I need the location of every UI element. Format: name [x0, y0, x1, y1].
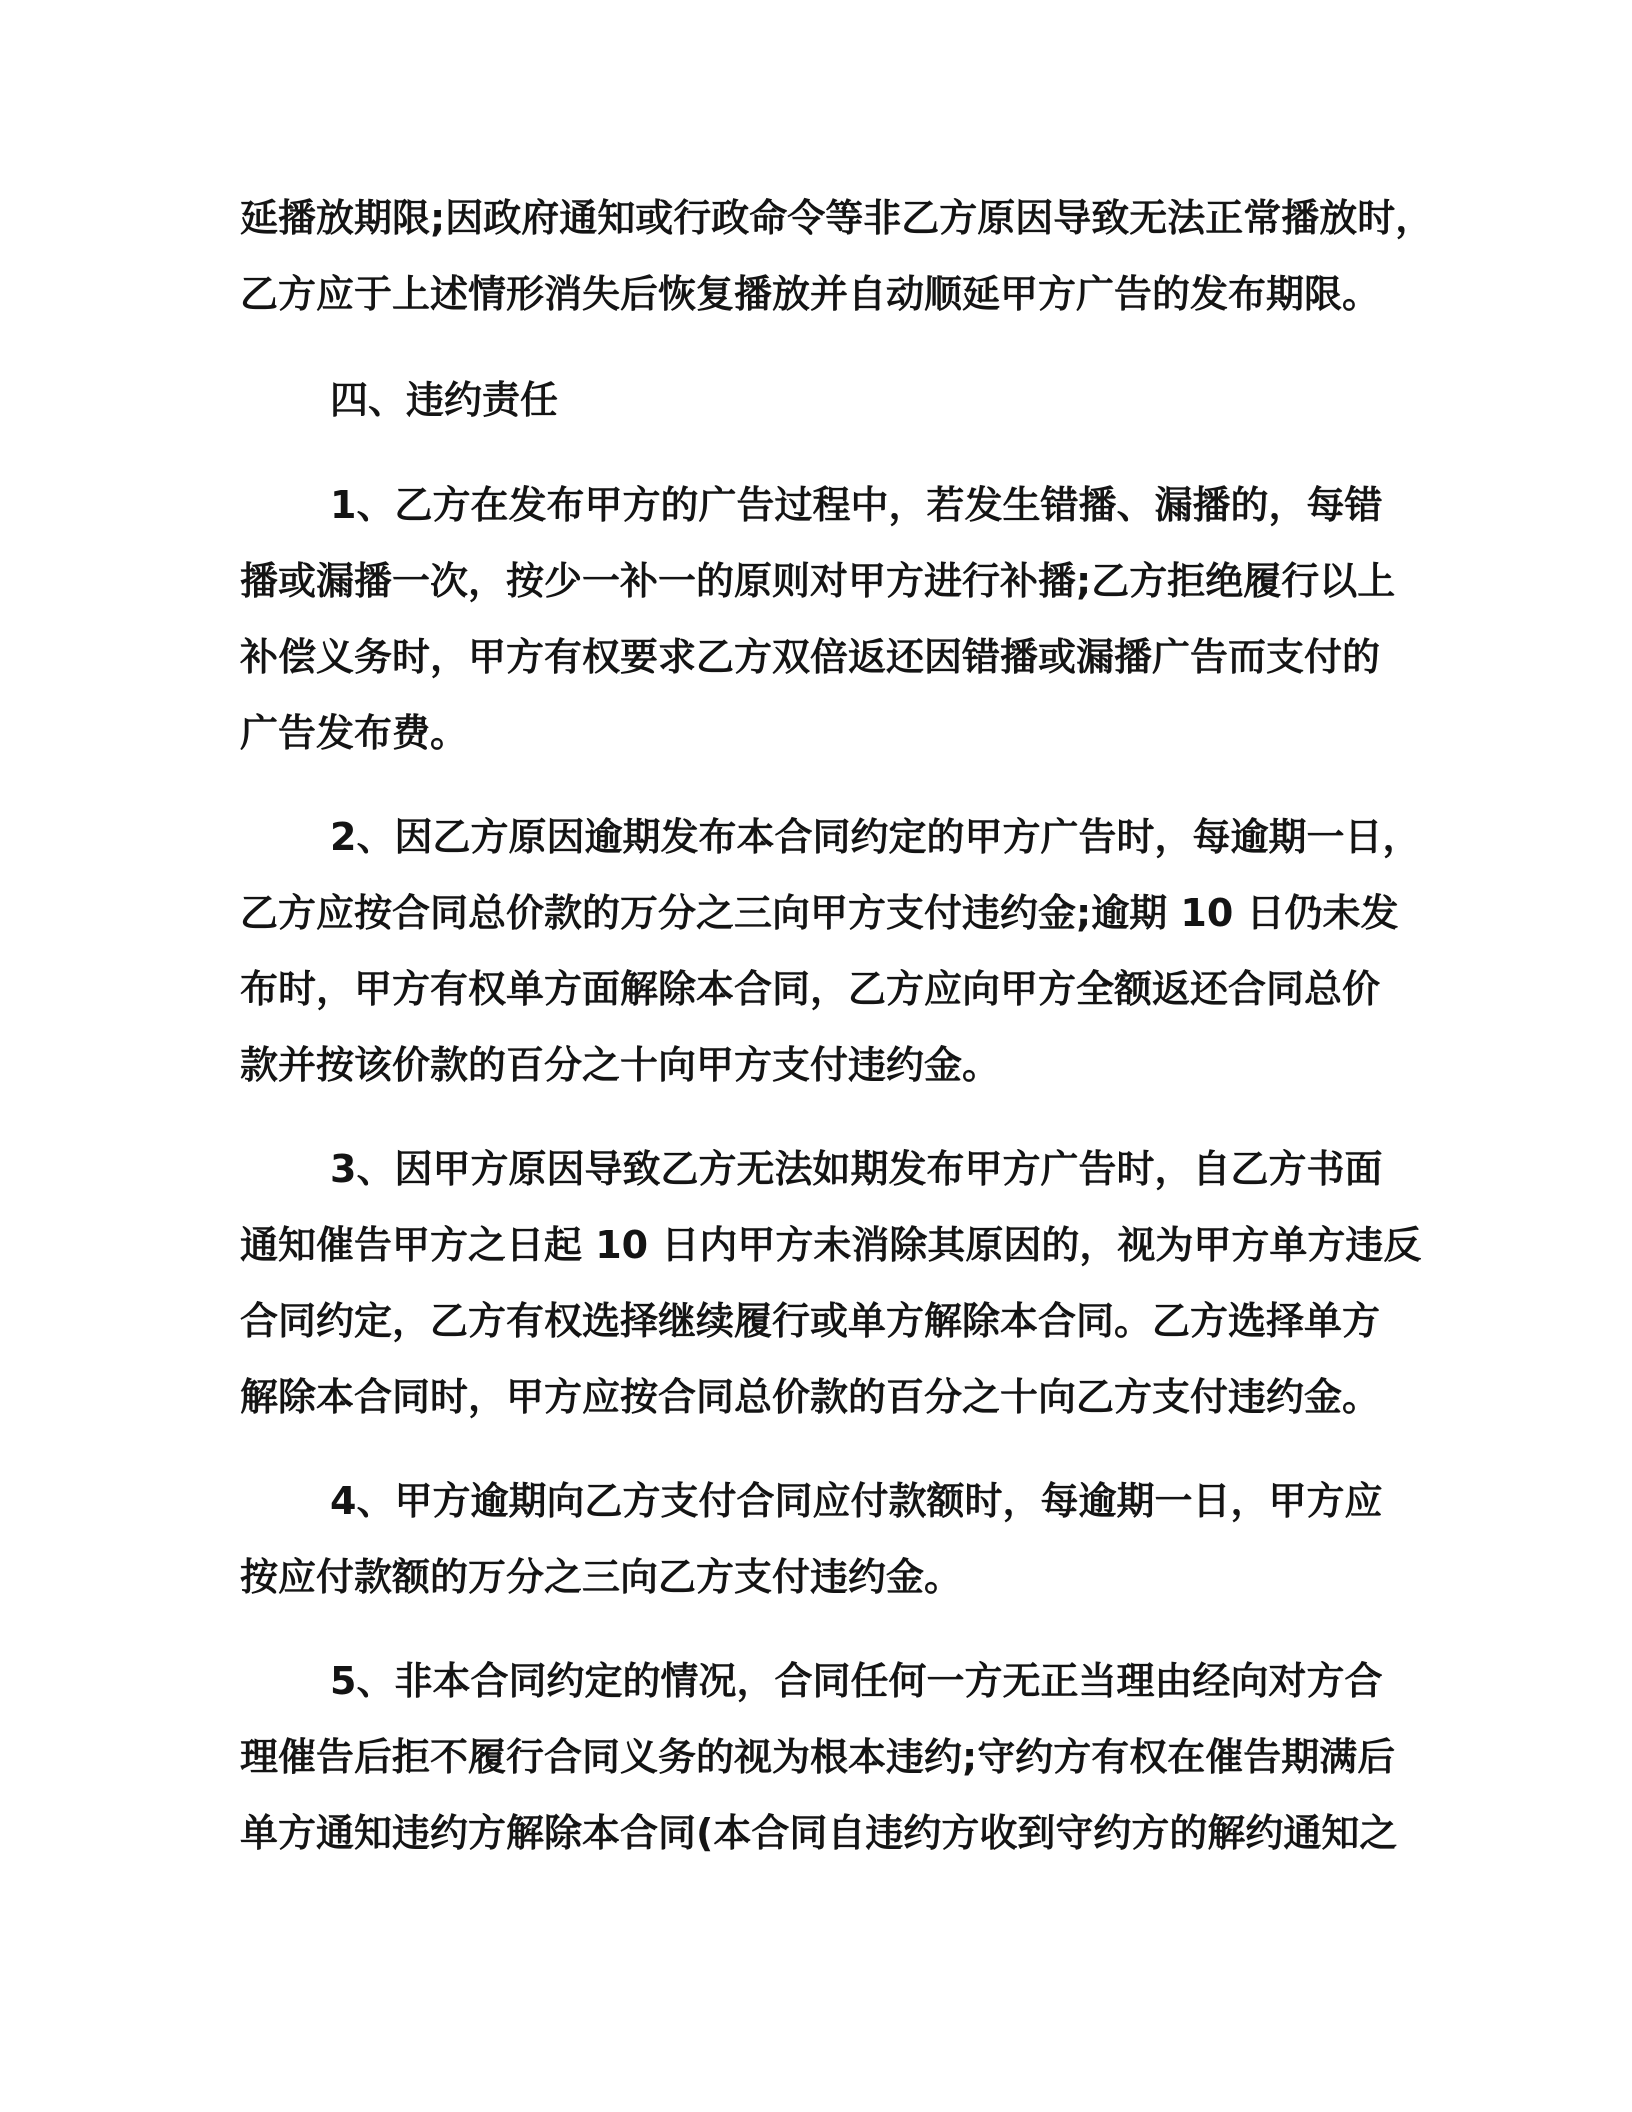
clause-4-line-2: 按应付款额的万分之三向乙方支付违约金。 — [240, 1555, 963, 1599]
clause-1-line-2: 播或漏播一次，按少一补一的原则对甲方进行补播;乙方拒绝履行以上 — [240, 559, 1396, 603]
clause-1-line-1: 1、乙方在发布甲方的广告过程中，若发生错播、漏播的，每错 — [330, 483, 1383, 527]
clause-3-line-1: 3、因甲方原因导致乙方无法如期发布甲方广告时，自乙方书面 — [330, 1147, 1383, 1191]
clause-1-line-4: 广告发布费。 — [240, 711, 469, 755]
clause-3-line-3: 合同约定，乙方有权选择继续履行或单方解除本合同。乙方选择单方 — [240, 1299, 1381, 1343]
clause-3-line-2: 通知催告甲方之日起 10 日内甲方未消除其原因的，视为甲方单方违反 — [240, 1223, 1422, 1267]
clause-2-line-4: 款并按该价款的百分之十向甲方支付违约金。 — [240, 1043, 1001, 1087]
clause-5-line-1: 5、非本合同约定的情况，合同任何一方无正当理由经向对方合 — [330, 1659, 1383, 1703]
section-heading: 四、违约责任 — [330, 378, 559, 422]
continuation-line-1: 延播放期限;因政府通知或行政命令等非乙方原因导致无法正常播放时， — [240, 196, 1434, 240]
clause-3-line-4: 解除本合同时，甲方应按合同总价款的百分之十向乙方支付违约金。 — [240, 1375, 1381, 1419]
continuation-line-2: 乙方应于上述情形消失后恢复播放并自动顺延甲方广告的发布期限。 — [240, 272, 1381, 316]
clause-2-line-2: 乙方应按合同总价款的万分之三向甲方支付违约金;逾期 10 日仍未发 — [240, 891, 1399, 935]
clause-2-line-3: 布时，甲方有权单方面解除本合同，乙方应向甲方全额返还合同总价 — [240, 967, 1381, 1011]
clause-5-line-2: 理催告后拒不履行合同义务的视为根本违约;守约方有权在催告期满后 — [240, 1735, 1396, 1779]
clause-1-line-3: 补偿义务时，甲方有权要求乙方双倍返还因错播或漏播广告而支付的 — [240, 635, 1381, 679]
clause-5-line-3: 单方通知违约方解除本合同(本合同自违约方收到守约方的解约通知之 — [240, 1811, 1398, 1855]
clause-2-line-1: 2、因乙方原因逾期发布本合同约定的甲方广告时，每逾期一日， — [330, 815, 1421, 859]
clause-4-line-1: 4、甲方逾期向乙方支付合同应付款额时，每逾期一日，甲方应 — [330, 1479, 1383, 1523]
